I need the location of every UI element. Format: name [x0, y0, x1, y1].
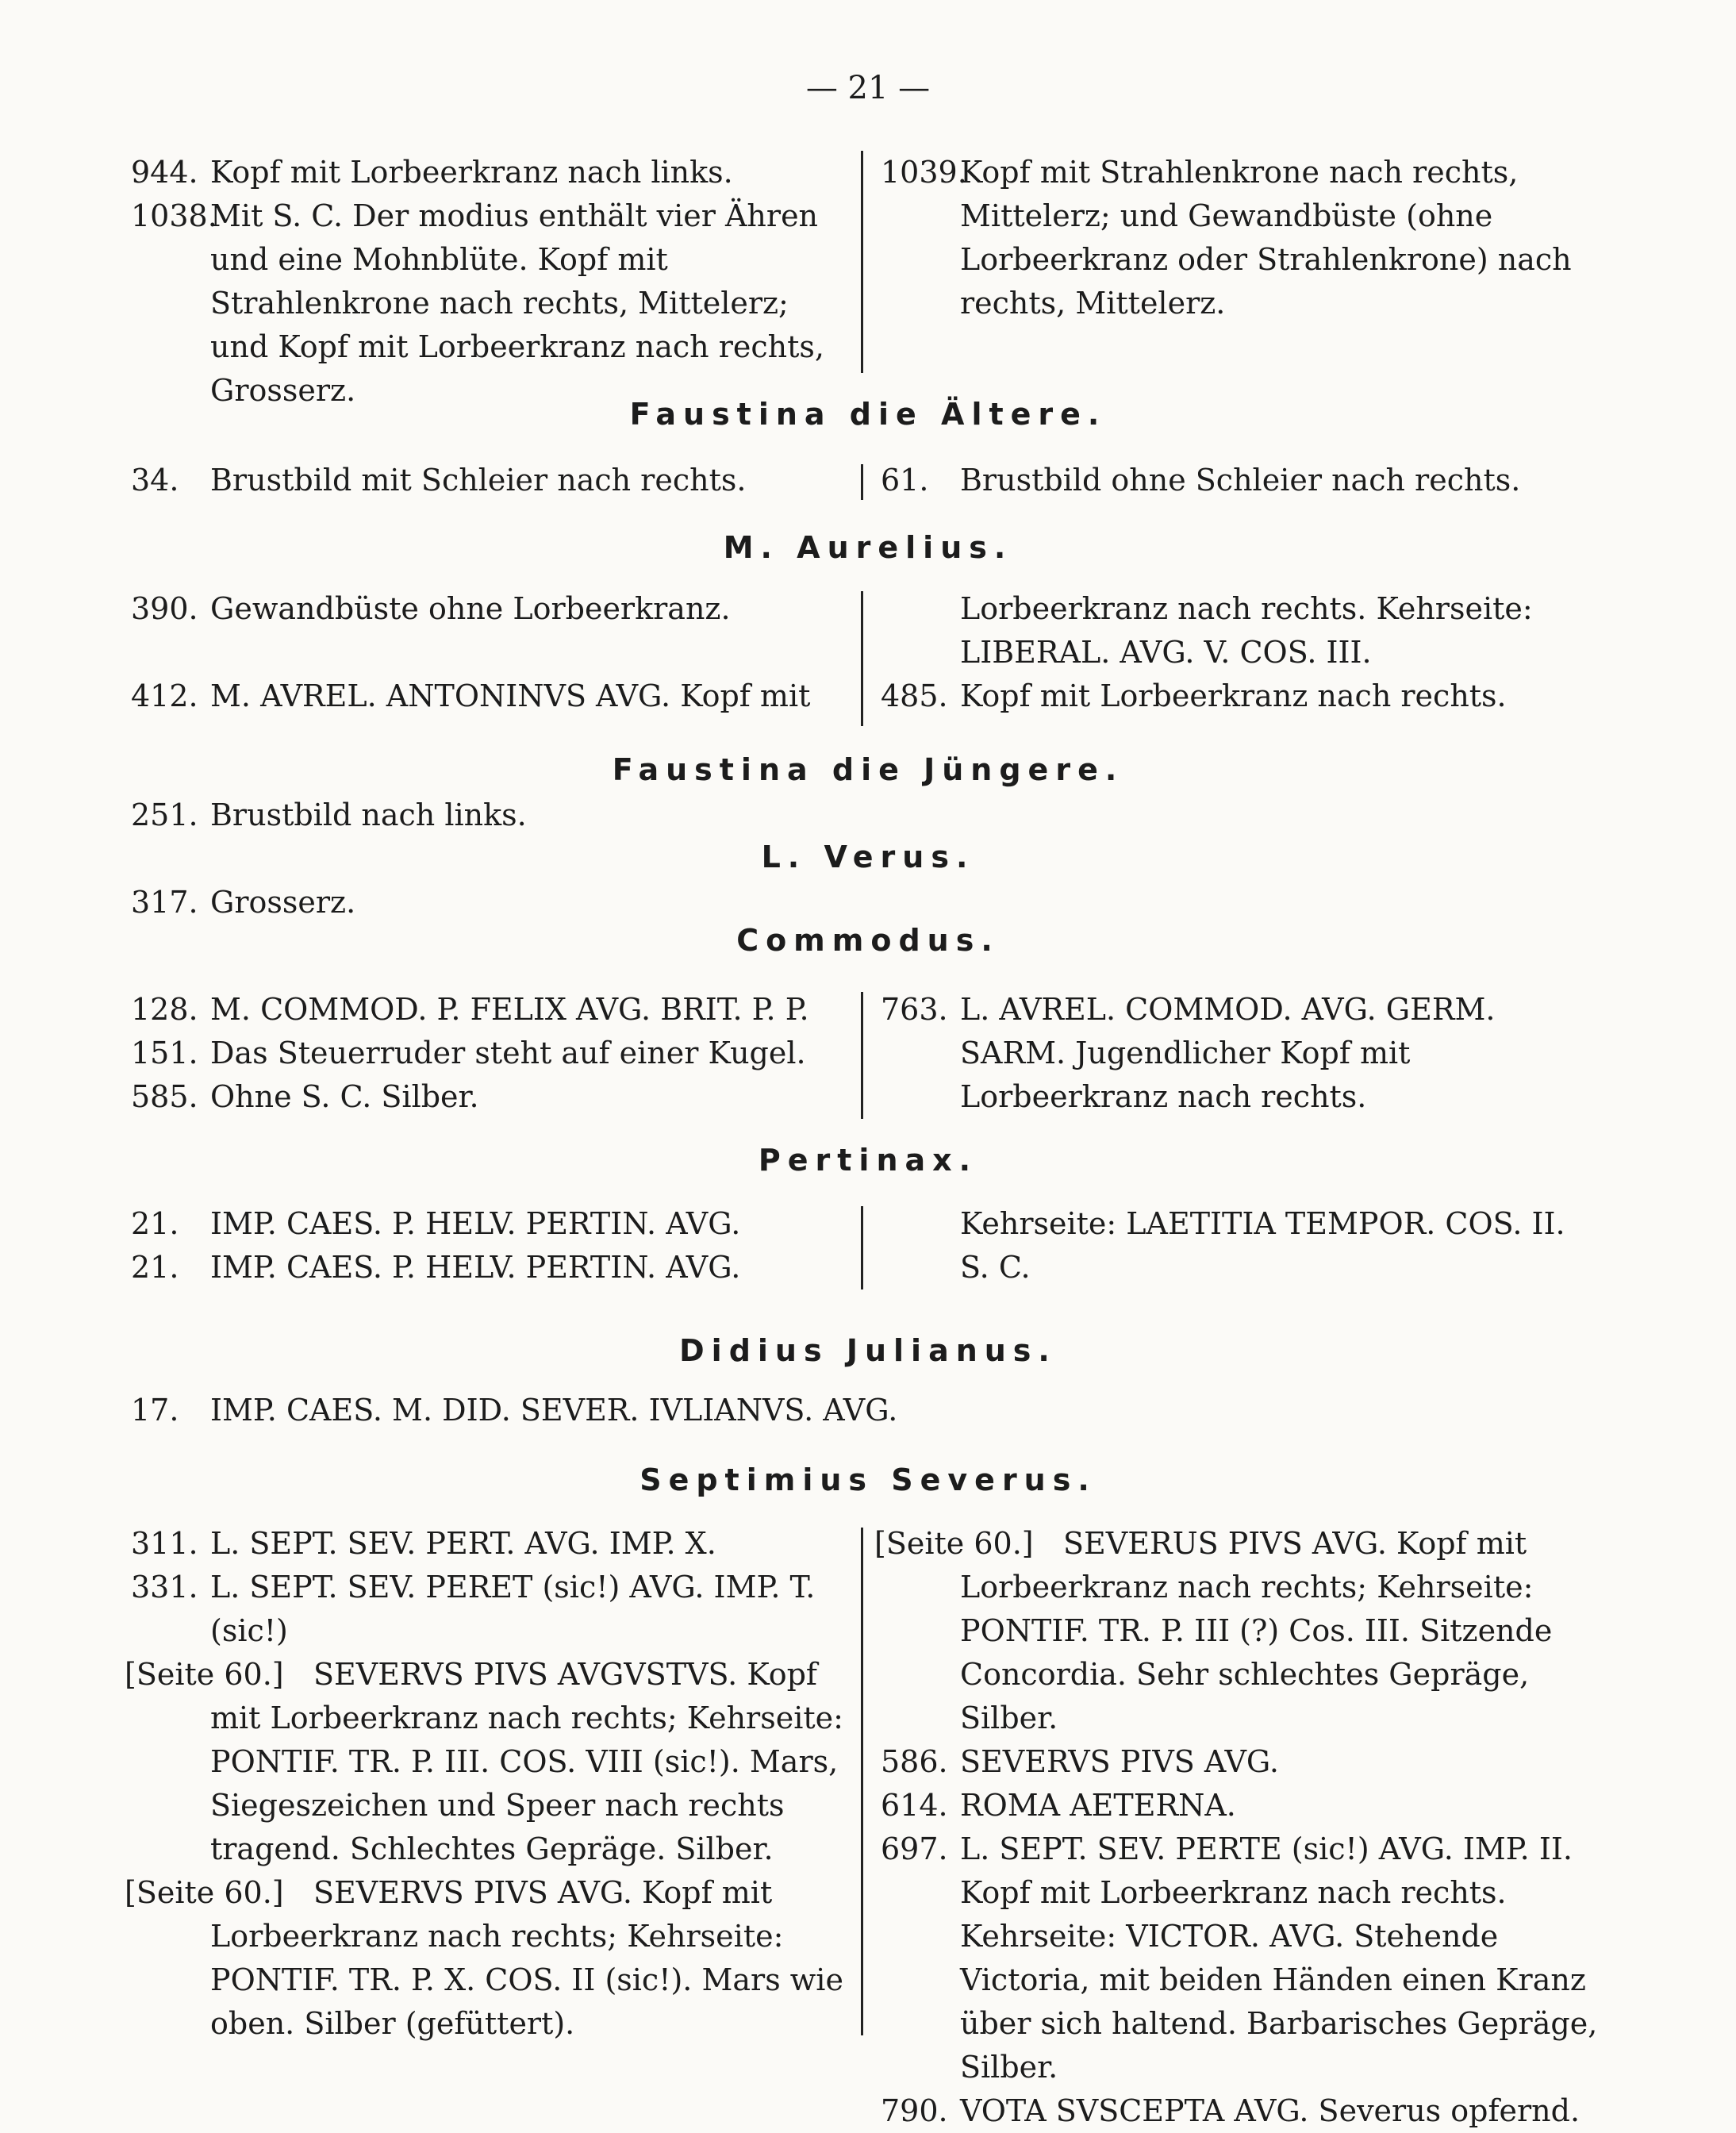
entry: 485. Kopf mit Lorbeerkranz nach rechts. [881, 678, 1507, 713]
entry: Kehrseite: LAETITIA TEMPOR. COS. II. [960, 1206, 1565, 1241]
entry: 1039. Kopf mit Strahlenkrone nach rechts, Mittelerz; und Gewandbüste (ohne Lorbeerkranz oder Strahlenkrone) nach rechts, Mittelerz. [881, 155, 1572, 321]
section-left-column [131, 794, 853, 837]
entry: 585. Ohne S. C. Silber. [131, 1079, 479, 1114]
section-heading: Faustina die Ältere. [629, 397, 1107, 432]
section-left-column [131, 988, 853, 1119]
section-heading: Septimius Severus. [639, 1462, 1097, 1497]
entry: 697. L. SEPT. SEV. PERTE (sic!) AVG. IMP. II. Kopf mit Lorbeerkranz nach rechts. Kehrseite: VICTOR. AVG. Stehende Victoria, mit beiden Händen einen Kranz über sich haltend. Barbarisches Gepräge, Silber. [881, 1831, 1598, 2085]
entry: 61. Brustbild ohne Schleier nach rechts. [881, 463, 1521, 498]
section-right-column [881, 459, 1603, 502]
entry: Lorbeerkranz nach rechts. Kehrseite: LIBERAL. AVG. V. COS. III. [960, 591, 1533, 670]
section-left-column [131, 881, 853, 924]
entry: [Seite 60.] SEVERVS PIVS AVGVSTVS. Kopf mit Lorbeerkranz nach rechts; Kehrseite: PONTIF. TR. P. III. COS. VIII (sic!). Mars, Siegeszeichen und Speer nach rechts tragend. Schlechtes Gepräge. Silber. [125, 1657, 843, 1866]
entry: [Seite 60.] SEVERUS PIVS AVG. Kopf mit Lorbeerkranz nach rechts; Kehrseite: PONTIF. TR. P. III (?) Cos. III. Sitzende Concordia. Sehr schlechtes Gepräge, Silber. [874, 1526, 1553, 1735]
section-heading: Commodus. [736, 923, 1000, 958]
column-divider [861, 464, 863, 500]
column-divider [861, 1206, 863, 1289]
entry: 614. ROMA AETERNA. [881, 1788, 1236, 1823]
entry: 128. M. COMMOD. P. FELIX AVG. BRIT. P. P. [131, 992, 809, 1027]
column-divider [861, 992, 863, 1119]
section-heading: M. Aurelius. [723, 530, 1013, 565]
entry: 311. L. SEPT. SEV. PERT. AVG. IMP. X. [131, 1526, 716, 1561]
entry: 1038. Mit S. C. Der modius enthält vier Ähren und eine Mohnblüte. Kopf mit Strahlenkrone nach rechts, Mittelerz; und Kopf mit Lorbeerkranz nach rechts, Grosserz. [131, 198, 824, 408]
section-right-column [881, 1202, 1603, 1289]
entry: 21. IMP. CAES. P. HELV. PERTIN. AVG. [131, 1250, 741, 1285]
column-divider [861, 591, 863, 726]
section-heading: L. Verus. [761, 840, 975, 874]
section-heading: Didius Julianus. [679, 1333, 1057, 1368]
top-right-column [881, 151, 1603, 325]
section-right-column [874, 1522, 1603, 2133]
section-right-column [881, 587, 1603, 718]
page-number: — 21 — [805, 70, 931, 106]
entry: 944. Kopf mit Lorbeerkranz nach links. [131, 155, 733, 190]
entry: [Seite 60.] SEVERVS PIVS AVG. Kopf mit Lorbeerkranz nach rechts; Kehrseite: PONTIF. TR. P. X. COS. II (sic!). Mars wie oben. Silber (gefüttert). [125, 1875, 843, 2041]
entry: 390. Gewandbüste ohne Lorbeerkranz. [131, 591, 731, 626]
section-left-column [131, 1202, 853, 1289]
column-divider [861, 1528, 863, 2035]
section-left-column [131, 1389, 1321, 1432]
entry: S. C. [960, 1250, 1031, 1285]
entry: 763. L. AVREL. COMMOD. AVG. GERM. SARM. Jugendlicher Kopf mit Lorbeerkranz nach rechts. [881, 992, 1496, 1114]
section-right-column [881, 988, 1603, 1119]
entry: 17. IMP. CAES. M. DID. SEVER. IVLIANVS. AVG. [131, 1393, 898, 1428]
top-left-column [131, 151, 853, 413]
entry: 251. Brustbild nach links. [131, 797, 527, 832]
entry: 331. L. SEPT. SEV. PERET (sic!) AVG. IMP. T. (sic!) [131, 1570, 816, 1648]
column-divider [861, 151, 863, 373]
entry: 412. M. AVREL. ANTONINVS AVG. Kopf mit [131, 678, 811, 713]
entry: 151. Das Steuerruder steht auf einer Kugel. [131, 1036, 806, 1070]
entry: 586. SEVERVS PIVS AVG. [881, 1744, 1279, 1779]
section-left-column [131, 459, 853, 502]
entry: 317. Grosserz. [131, 885, 356, 920]
section-heading: Faustina die Jüngere. [612, 752, 1124, 787]
entry: 21. IMP. CAES. P. HELV. PERTIN. AVG. [131, 1206, 741, 1241]
entry: 34. Brustbild mit Schleier nach rechts. [131, 463, 747, 498]
section-left-column [131, 587, 853, 718]
section-left-column [125, 1522, 853, 2046]
section-heading: Pertinax. [758, 1143, 978, 1178]
entry: 790. VOTA SVSCEPTA AVG. Severus opfernd. [881, 2093, 1580, 2128]
